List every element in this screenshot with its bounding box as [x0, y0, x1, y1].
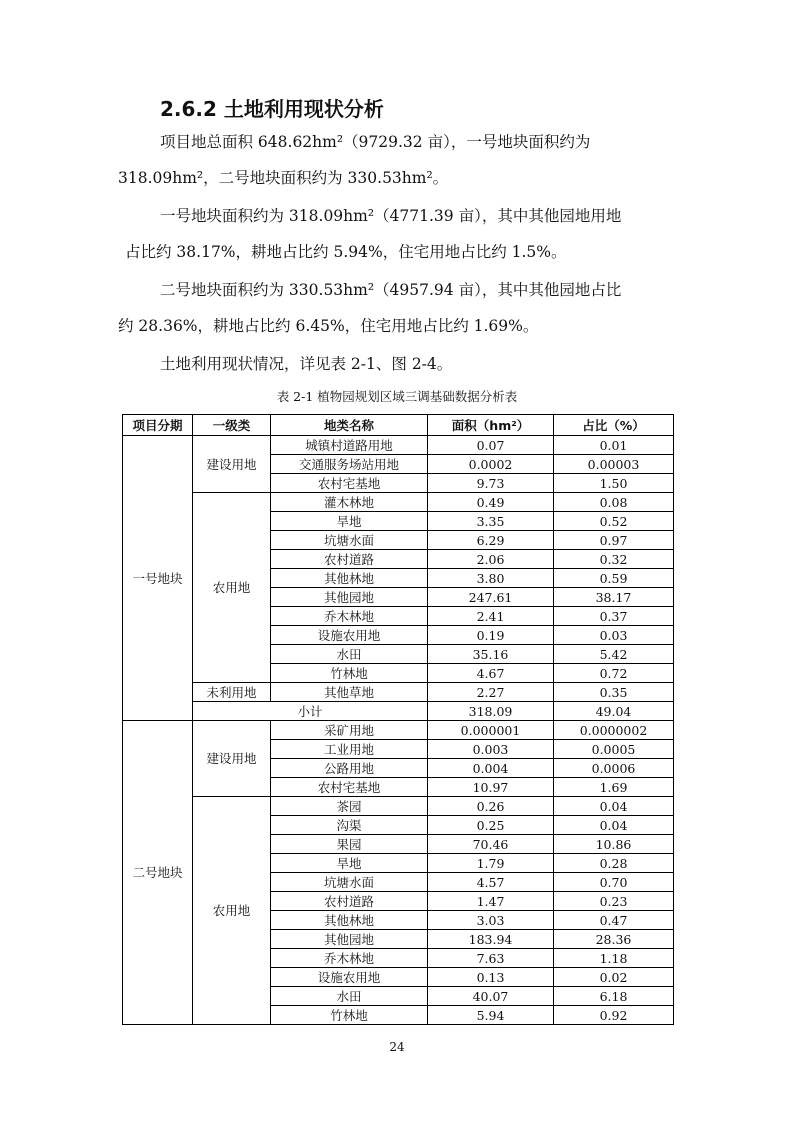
share-cell: 0.70 [554, 873, 674, 892]
share-cell: 1.69 [554, 778, 674, 797]
share-cell: 0.02 [554, 968, 674, 987]
share-cell: 0.0000002 [554, 721, 674, 740]
area-cell: 0.13 [428, 968, 554, 987]
share-cell: 6.18 [554, 987, 674, 1006]
column-header: 一级类 [193, 415, 271, 436]
share-cell: 0.04 [554, 797, 674, 816]
area-cell: 5.94 [428, 1006, 554, 1025]
column-header: 项目分期 [123, 415, 193, 436]
table-caption: 表 2-1 植物园规划区域三调基础数据分析表 [276, 389, 518, 404]
land-type-cell: 其他林地 [271, 569, 428, 588]
area-cell: 2.06 [428, 550, 554, 569]
table-row [123, 721, 674, 740]
share-cell: 0.28 [554, 854, 674, 873]
area-cell: 7.63 [428, 949, 554, 968]
share-cell: 0.0006 [554, 759, 674, 778]
land-type-cell: 坑塘水面 [271, 531, 428, 550]
paragraph-3 [118, 272, 676, 344]
area-cell: 318.09 [428, 702, 554, 721]
share-cell: 0.97 [554, 531, 674, 550]
area-cell: 0.26 [428, 797, 554, 816]
land-use-table [122, 414, 674, 1025]
share-cell: 38.17 [554, 588, 674, 607]
land-type-cell: 竹林地 [271, 664, 428, 683]
share-cell: 28.36 [554, 930, 674, 949]
share-cell: 0.47 [554, 911, 674, 930]
area-cell: 0.004 [428, 759, 554, 778]
share-cell: 1.50 [554, 474, 674, 493]
land-type-cell: 农村宅基地 [271, 778, 428, 797]
land-type-cell: 果园 [271, 835, 428, 854]
share-cell: 0.04 [554, 816, 674, 835]
area-cell: 183.94 [428, 930, 554, 949]
land-type-cell: 城镇村道路用地 [271, 436, 428, 455]
paragraph-line: 土地利用现状情况，详见表 2-1、图 2-4。 [160, 355, 453, 373]
area-cell: 0.000001 [428, 721, 554, 740]
section-heading: 2.6.2 土地利用现状分析 [160, 97, 384, 121]
land-type-cell: 茶园 [271, 797, 428, 816]
subtotal-row [123, 702, 674, 721]
area-cell: 0.49 [428, 493, 554, 512]
area-cell: 3.03 [428, 911, 554, 930]
table-row [123, 683, 674, 702]
land-type-cell: 其他草地 [271, 683, 428, 702]
share-cell: 0.32 [554, 550, 674, 569]
table-header-row [123, 415, 674, 436]
area-cell: 35.16 [428, 645, 554, 664]
area-cell: 3.80 [428, 569, 554, 588]
land-type-cell: 其他林地 [271, 911, 428, 930]
land-type-cell: 坑塘水面 [271, 873, 428, 892]
paragraph-line: 二号地块面积约为 330.53hm²（4957.94 亩），其中其他园地占比 [160, 281, 622, 299]
land-type-cell: 乔木林地 [271, 607, 428, 626]
area-cell: 1.47 [428, 892, 554, 911]
column-header: 面积（hm²） [428, 415, 554, 436]
paragraph-line: 占比约 38.17%，耕地占比约 5.94%，住宅用地占比约 1.5%。 [125, 243, 567, 261]
phase-cell: 一号地块 [123, 436, 193, 721]
area-cell: 2.27 [428, 683, 554, 702]
category-cell: 建设用地 [193, 721, 271, 797]
table-body [123, 436, 674, 1025]
land-type-cell: 旱地 [271, 512, 428, 531]
share-cell: 0.03 [554, 626, 674, 645]
area-cell: 4.57 [428, 873, 554, 892]
land-type-cell: 公路用地 [271, 759, 428, 778]
land-type-cell: 水田 [271, 987, 428, 1006]
share-cell: 49.04 [554, 702, 674, 721]
land-type-cell: 工业用地 [271, 740, 428, 759]
share-cell: 0.59 [554, 569, 674, 588]
area-cell: 4.67 [428, 664, 554, 683]
area-cell: 2.41 [428, 607, 554, 626]
area-cell: 0.07 [428, 436, 554, 455]
share-cell: 10.86 [554, 835, 674, 854]
land-type-cell: 竹林地 [271, 1006, 428, 1025]
area-cell: 6.29 [428, 531, 554, 550]
share-cell: 0.35 [554, 683, 674, 702]
share-cell: 0.08 [554, 493, 674, 512]
category-cell: 建设用地 [193, 436, 271, 493]
land-type-cell: 设施农用地 [271, 968, 428, 987]
area-cell: 0.0002 [428, 455, 554, 474]
area-cell: 70.46 [428, 835, 554, 854]
category-cell: 未利用地 [193, 683, 271, 702]
phase-cell: 二号地块 [123, 721, 193, 1025]
table-row [123, 493, 674, 512]
land-type-cell: 交通服务场站用地 [271, 455, 428, 474]
land-type-cell: 设施农用地 [271, 626, 428, 645]
share-cell: 0.72 [554, 664, 674, 683]
subtotal-label: 小计 [193, 702, 428, 721]
land-type-cell: 水田 [271, 645, 428, 664]
paragraph-1 [118, 124, 676, 196]
land-type-cell: 其他园地 [271, 588, 428, 607]
column-header: 地类名称 [271, 415, 428, 436]
share-cell: 0.00003 [554, 455, 674, 474]
land-type-cell: 灌木林地 [271, 493, 428, 512]
land-type-cell: 沟渠 [271, 816, 428, 835]
paragraph-4 [118, 346, 676, 382]
area-cell: 10.97 [428, 778, 554, 797]
column-header: 占比（%） [554, 415, 674, 436]
paragraph-line: 约 28.36%，耕地占比约 6.45%，住宅用地占比约 1.69%。 [118, 317, 539, 335]
share-cell: 0.0005 [554, 740, 674, 759]
share-cell: 0.01 [554, 436, 674, 455]
land-type-cell: 乔木林地 [271, 949, 428, 968]
paragraph-line: 项目地总面积 648.62hm²（9729.32 亩），一号地块面积约为 [160, 133, 591, 151]
table-row [123, 797, 674, 816]
area-cell: 1.79 [428, 854, 554, 873]
area-cell: 247.61 [428, 588, 554, 607]
land-type-cell: 旱地 [271, 854, 428, 873]
land-type-cell: 采矿用地 [271, 721, 428, 740]
area-cell: 0.25 [428, 816, 554, 835]
land-type-cell: 农村道路 [271, 892, 428, 911]
category-cell: 农用地 [193, 493, 271, 683]
land-type-cell: 其他园地 [271, 930, 428, 949]
table-row [123, 436, 674, 455]
area-cell: 3.35 [428, 512, 554, 531]
area-cell: 9.73 [428, 474, 554, 493]
share-cell: 5.42 [554, 645, 674, 664]
paragraph-2 [118, 198, 676, 270]
share-cell: 0.92 [554, 1006, 674, 1025]
paragraph-line: 318.09hm²，二号地块面积约为 330.53hm²。 [118, 169, 449, 187]
land-type-cell: 农村宅基地 [271, 474, 428, 493]
area-cell: 0.003 [428, 740, 554, 759]
share-cell: 0.37 [554, 607, 674, 626]
paragraph-line: 一号地块面积约为 318.09hm²（4771.39 亩），其中其他园地用地 [160, 207, 622, 225]
land-type-cell: 农村道路 [271, 550, 428, 569]
share-cell: 1.18 [554, 949, 674, 968]
area-cell: 40.07 [428, 987, 554, 1006]
share-cell: 0.52 [554, 512, 674, 531]
share-cell: 0.23 [554, 892, 674, 911]
category-cell: 农用地 [193, 797, 271, 1025]
page-number: 24 [389, 1040, 405, 1054]
area-cell: 0.19 [428, 626, 554, 645]
